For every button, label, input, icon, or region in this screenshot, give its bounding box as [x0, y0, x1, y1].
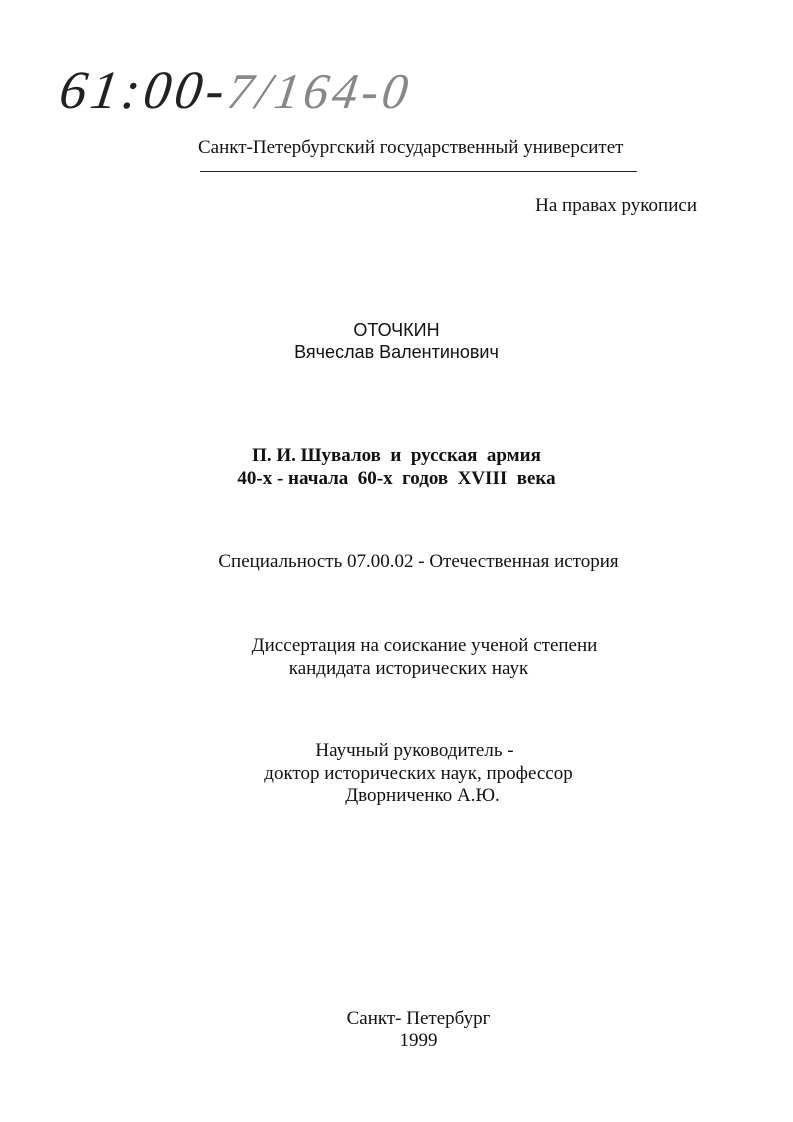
title-line-1: П. И. Шувалов и русская армия	[252, 445, 541, 466]
specialty: Специальность 07.00.02 - Отечественная история	[218, 551, 619, 572]
city: Санкт- Петербург	[346, 1008, 491, 1029]
degree-line-1: Диссертация на соискание ученой степени	[251, 635, 598, 656]
author-surname: ОТОЧКИН	[353, 320, 440, 340]
degree-line-2: кандидата исторических наук	[288, 658, 529, 679]
handwritten-code-part2: 7/164-0	[224, 63, 416, 119]
year: 1999	[399, 1030, 438, 1051]
title-line-2: 40-х - начала 60-х годов XVIII века	[237, 468, 556, 489]
handwritten-code-part1: 61:00-	[55, 60, 233, 120]
header-divider	[200, 171, 637, 172]
supervisor-line-2: доктор исторических наук, профессор	[264, 763, 573, 784]
supervisor-line-1: Научный руководитель -	[315, 740, 514, 761]
author-given-names: Вячеслав Валентинович	[294, 342, 499, 362]
handwritten-archive-code	[56, 62, 416, 120]
supervisor-name: Дворниченко А.Ю.	[345, 785, 500, 806]
university-name: Санкт-Петербургский государственный университет	[198, 137, 624, 158]
manuscript-note: На правах рукописи	[535, 195, 697, 216]
